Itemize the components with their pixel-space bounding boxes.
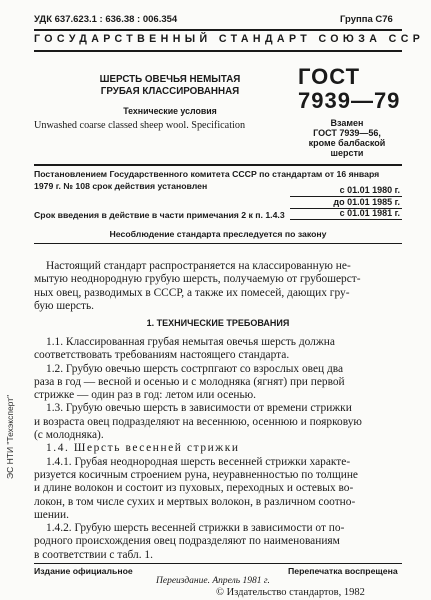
decree-rule xyxy=(34,243,402,244)
intro-term-label: Срок введения в действие в части примечания 2 к п. 1.4.3 xyxy=(34,210,285,220)
gost-label: ГОСТ xyxy=(298,64,361,89)
udk-code: УДК 637.623.1 : 636.38 : 006.354 xyxy=(34,14,178,25)
footer-rule xyxy=(34,563,402,564)
date-note: с 01.01 1981 г. xyxy=(290,208,402,220)
section-title: 1. ТЕХНИЧЕСКИЕ ТРЕБОВАНИЯ xyxy=(146,318,290,328)
replaces-line-3: кроме балбаской xyxy=(308,138,386,148)
clause-1-2: 1.2. Грубую овечью шерсть сострпгают со взрослых овец два раза в год — весной и осенью и с молодняка (ягнят) при первой стрижке — один раз в год: летом или осенью. xyxy=(34,362,345,402)
decree-line-1: Постановлением Государственного комитета СССР по стандартам от 16 января xyxy=(34,169,380,179)
english-title: Unwashed coarse classed sheep wool. Specification xyxy=(34,120,246,131)
clauses-body xyxy=(34,336,404,562)
prosecution-notice: Несоблюдение стандарта преследуется по закону xyxy=(109,229,327,239)
intro-line: бую шерсть. xyxy=(34,299,95,312)
clause-1-1: 1.1. Классированная грубая немытая овечья шерсть должна соответствовать требованиям настоящего стандарта. xyxy=(34,336,335,362)
date-from: с 01.01 1980 г. xyxy=(290,185,402,197)
group-code: Группа С76 xyxy=(340,14,393,25)
intro-line: Настоящий стандарт распространяется на классированную не- xyxy=(46,260,351,272)
conditions-label: Технические условия xyxy=(123,106,217,116)
reprint-prohibited: Перепечатка воспрещена xyxy=(288,566,398,576)
intro-line: мытую неоднородную грубую шерсть, получаемую от грубошерст- xyxy=(34,273,361,286)
reedition-note: Переиздание. Апрель 1981 г. xyxy=(156,576,270,586)
decree-line-2: 1979 г. № 108 срок действия установлен xyxy=(34,181,208,191)
side-stamp: ЭС НТИ "Техэксперт" xyxy=(5,394,15,479)
clause-1-4-2: 1.4.2. Грубую шерсть весенней стрижки в зависимости от по- родного происхождения овец подразделяют по наименованиям в соответствии с табл. 1. xyxy=(34,522,345,561)
official-edition: Издание официальное xyxy=(34,566,133,576)
copyright: © Издательство стандартов, 1982 xyxy=(216,587,365,598)
header-rule-bottom xyxy=(34,50,402,52)
clause-1-4: 1.4. Шерсть весенней стрижки xyxy=(46,442,240,455)
banner-title: ГОСУДАРСТВЕННЫЙ СТАНДАРТ СОЮЗА ССР xyxy=(34,33,425,45)
intro-paragraph xyxy=(34,260,404,313)
header-rule-top xyxy=(34,29,402,31)
clause-1-3: 1.3. Грубую овечью шерсть в зависимости от времени стрижки и возраста овец подразделяют на весеннюю, осеннюю и поярковую (с молодняка). xyxy=(34,402,362,442)
replaces-line-1: Взамен xyxy=(330,118,364,128)
note-date xyxy=(290,208,402,220)
title-line-1: ШЕРСТЬ ОВЕЧЬЯ НЕМЫТАЯ xyxy=(99,74,241,85)
gost-number: 7939—79 xyxy=(298,88,401,113)
clause-1-4-1: 1.4.1. Грубая неоднородная шерсть весенней стрижки характе- ризуется косичным строением руна, неуравненностью по толщине и длине волокон и состоит из пуховых, переходных и остевых во- локон, в том числе сухих и мертвых волокон, в различном соотно- шении. xyxy=(34,455,358,521)
replaces-line-4: шерсти xyxy=(330,148,364,158)
title-line-2: ГРУБАЯ КЛАССИРОВАННАЯ xyxy=(100,86,240,97)
intro-line: ных овец, разводимых в СССР, а также их помесей, дающих гру- xyxy=(34,286,350,299)
validity-dates xyxy=(290,185,402,209)
title-block-rule xyxy=(34,164,402,166)
date-until: до 01.01 1985 г. xyxy=(290,197,402,209)
replaces-line-2: ГОСТ 7939—56, xyxy=(313,128,381,138)
